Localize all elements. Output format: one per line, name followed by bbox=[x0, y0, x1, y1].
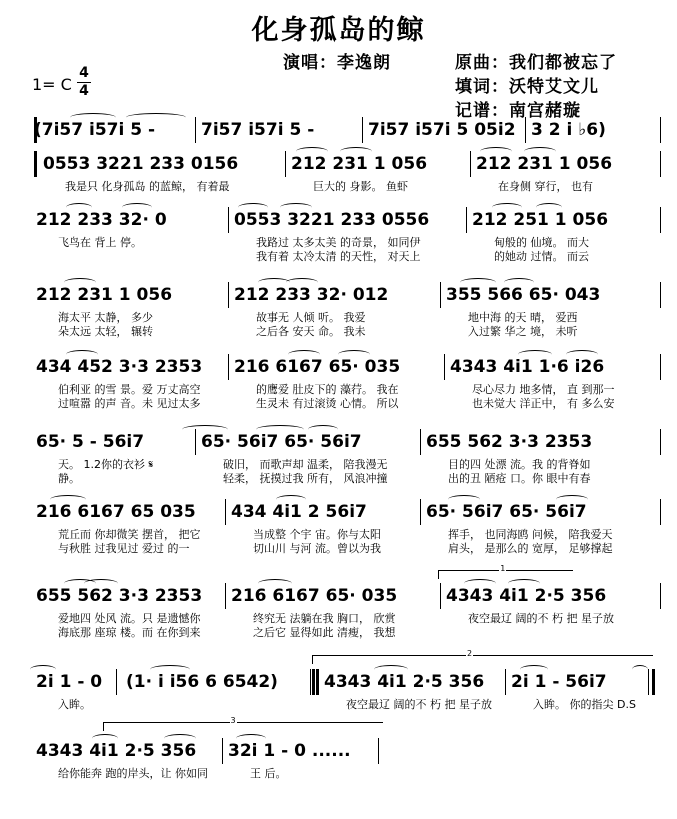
measure-notes: 2i 1 - 0 bbox=[36, 672, 103, 692]
measure-notes: 216 6167 65· 035 bbox=[231, 586, 398, 606]
measure-notes: (7i57 i57i 5 - bbox=[34, 120, 156, 140]
measure-notes: 65· 5 - 56i7 bbox=[36, 432, 145, 452]
measure-notes: 212 233 32· 012 bbox=[234, 285, 389, 305]
lyric-text: 入眸。 bbox=[58, 698, 91, 711]
lyricist-credit: 填词：沃特艾文儿 bbox=[455, 77, 599, 97]
measure-notes: 212 251 1 056 bbox=[472, 210, 609, 230]
slur-mark bbox=[480, 147, 512, 156]
measure-notes: 4343 4i1 1·6 i26 bbox=[450, 357, 605, 377]
lyric-text: 给你能奔 跑的岸头，让 你如同 bbox=[58, 767, 208, 780]
slur-mark bbox=[84, 579, 118, 588]
slur-mark bbox=[374, 665, 408, 674]
slur-mark bbox=[520, 665, 548, 674]
measure-notes: 4343 4i1 2·5 356 bbox=[324, 672, 485, 692]
measure-notes: 2i 1 - 56i7 bbox=[511, 672, 607, 692]
score-row bbox=[0, 116, 677, 144]
barline bbox=[660, 151, 661, 177]
slur-mark bbox=[518, 350, 552, 359]
time-signature bbox=[77, 66, 91, 99]
measure-notes: 0553 3221 233 0556 bbox=[234, 210, 430, 230]
barline bbox=[660, 499, 661, 525]
slur-mark bbox=[182, 425, 228, 434]
slur-mark bbox=[126, 113, 186, 122]
lyric-text: 当成整 个宇 宙。你与太阳 bbox=[253, 528, 381, 541]
slur-mark bbox=[280, 203, 312, 212]
barline bbox=[525, 117, 526, 143]
slur-mark bbox=[92, 734, 118, 743]
barline bbox=[660, 117, 661, 143]
barline bbox=[225, 583, 226, 609]
lyric-text: 我是只 化身孤岛 的蓝鲸， 有着最 bbox=[65, 180, 230, 193]
volta-label: 3 bbox=[230, 716, 236, 725]
lyric-text: 天。 1.2你的衣衫 𝄋 bbox=[58, 458, 154, 471]
measure-notes: 65· 56i7 65· 56i7 bbox=[201, 432, 362, 452]
lyric-text: 故事无 人倾 听。 我爱 bbox=[256, 311, 366, 324]
slur-mark bbox=[524, 147, 556, 156]
slur-mark bbox=[122, 203, 152, 212]
lyric-text: 甸般的 仙境。 而大 bbox=[494, 236, 589, 249]
barline bbox=[440, 583, 441, 609]
barline bbox=[660, 354, 661, 380]
end-barline bbox=[378, 738, 379, 764]
lyric-text: 巨大的 身影。 鱼虾 bbox=[313, 180, 408, 193]
song-title: 化身孤岛的鲸 bbox=[251, 15, 426, 46]
repeat-end-barline bbox=[312, 669, 315, 695]
measure-notes: 4343 4i1 2·5 356 bbox=[446, 586, 607, 606]
slur-mark bbox=[286, 278, 318, 287]
volta-label: 1 bbox=[500, 564, 506, 573]
lyric-text: 夜空最辽 阔的不 朽 把 星子放 bbox=[468, 612, 614, 625]
time-signature-bottom: 4 bbox=[79, 83, 89, 99]
lyric-text: 荒丘而 你却微笑 摆首， 把它 bbox=[58, 528, 201, 541]
lyric-text: 我路过 太多太美 的奇景， 如同伊 bbox=[256, 236, 421, 249]
slur-mark bbox=[66, 350, 98, 359]
measure-notes: 212 233 32· 0 bbox=[36, 210, 167, 230]
slur-mark bbox=[308, 425, 338, 434]
score-row bbox=[0, 206, 677, 263]
score-row bbox=[0, 737, 677, 780]
slur-mark bbox=[338, 350, 370, 359]
measure-notes: 3 2 i ♭6) bbox=[531, 120, 606, 140]
lyric-text: 在身侧 穿行， 也有 bbox=[498, 180, 593, 193]
slur-mark bbox=[276, 495, 306, 504]
lyric-text: 海底那 座琼 楼。而 在你到来 bbox=[58, 626, 201, 639]
volta-bracket bbox=[312, 649, 653, 664]
barline bbox=[470, 151, 471, 177]
measure-notes: 216 6167 65 035 bbox=[36, 502, 196, 522]
slur-mark bbox=[288, 350, 320, 359]
lyric-text: 静。 bbox=[58, 472, 80, 485]
lyric-text: 王 后。 bbox=[250, 767, 287, 780]
slur-mark bbox=[236, 734, 266, 743]
barline bbox=[660, 207, 661, 233]
double-barline bbox=[652, 669, 655, 695]
slur-mark bbox=[258, 579, 292, 588]
slur-mark bbox=[64, 278, 96, 287]
lyric-text: 目的四 处漂 流。我 的背脊如 bbox=[448, 458, 591, 471]
slur-mark bbox=[70, 113, 116, 122]
lyric-text: 切山川 与河 流。曾以为我 bbox=[253, 542, 381, 555]
lyric-text: 爱地四 处风 流。只 是遗憾你 bbox=[58, 612, 201, 625]
barline bbox=[222, 738, 223, 764]
slur-mark bbox=[164, 734, 196, 743]
measure-notes: 65· 56i7 65· 56i7 bbox=[426, 502, 587, 522]
measure-notes: 655 562 3·3 2353 bbox=[36, 586, 203, 606]
lyric-text: 也未觉大 洋正中， 有 多么安 bbox=[472, 397, 615, 410]
slur-mark bbox=[536, 203, 562, 212]
lyric-text: 伯利亚 的雪 景。爱 万丈高空 bbox=[58, 383, 201, 396]
barline bbox=[228, 354, 229, 380]
repeat-barline bbox=[34, 151, 37, 177]
slur-mark bbox=[508, 579, 540, 588]
lyric-text: 入眸。 你的指尖 D.S bbox=[533, 698, 636, 711]
measure-notes: 4343 4i1 2·5 356 bbox=[36, 741, 197, 761]
slur-mark bbox=[492, 203, 522, 212]
barline bbox=[225, 499, 226, 525]
measure-notes: 216 6167 65· 035 bbox=[234, 357, 401, 377]
barline bbox=[660, 583, 661, 609]
lyric-text: 地中海 的天 晴， 爱西 bbox=[468, 311, 578, 324]
measure-notes: 212 231 1 056 bbox=[36, 285, 173, 305]
slur-mark bbox=[50, 495, 86, 504]
lyric-text: 我有着 太冷太清 的天性， 对天上 bbox=[256, 250, 421, 263]
barline bbox=[660, 282, 661, 308]
slur-mark bbox=[30, 665, 56, 674]
barline bbox=[420, 499, 421, 525]
measure-notes: 32i 1 - 0 ...... bbox=[228, 741, 351, 761]
singer-credit: 演唱：李逸朗 bbox=[283, 53, 391, 73]
barline bbox=[440, 282, 441, 308]
time-signature-top: 4 bbox=[79, 65, 89, 81]
repeat-start-barline bbox=[316, 669, 319, 695]
barline bbox=[444, 354, 445, 380]
barline bbox=[466, 207, 467, 233]
barline bbox=[116, 669, 117, 695]
lyric-text: 破旧， 而歌声却 温柔， 陪我漫无 bbox=[223, 458, 388, 471]
measure-notes: 655 562 3·3 2353 bbox=[426, 432, 593, 452]
lyric-text: 终究无 法躺在我 胸口， 欣赏 bbox=[253, 612, 396, 625]
measure-notes: 212 231 1 056 bbox=[476, 154, 613, 174]
slur-mark bbox=[556, 495, 588, 504]
slur-mark bbox=[460, 278, 496, 287]
barline bbox=[362, 117, 363, 143]
score-row bbox=[0, 150, 677, 193]
measure-notes: 355 566 65· 043 bbox=[446, 285, 601, 305]
measure-notes: 212 231 1 056 bbox=[291, 154, 428, 174]
transcriber-credit: 记谱：南宫赭璇 bbox=[455, 101, 581, 121]
lyric-text: 之后它 显得如此 清瘦， 我想 bbox=[253, 626, 396, 639]
barline bbox=[420, 429, 421, 455]
barline bbox=[648, 669, 649, 695]
score-row bbox=[0, 281, 677, 338]
lyric-text: 尽心尽力 地多情， 直 到那一 bbox=[472, 383, 615, 396]
measure-notes: 434 4i1 2 56i7 bbox=[231, 502, 367, 522]
slur-mark bbox=[632, 665, 648, 674]
volta-bracket bbox=[103, 716, 383, 731]
barline bbox=[195, 117, 196, 143]
measure-notes: 434 452 3·3 2353 bbox=[36, 357, 203, 377]
barline bbox=[505, 669, 506, 695]
measure-notes: (1· i i56 6 6542) bbox=[126, 672, 278, 692]
double-barline bbox=[34, 117, 37, 143]
lyric-text: 与秋胜 过我见过 爱过 的一 bbox=[58, 542, 190, 555]
volta-bracket bbox=[438, 564, 573, 579]
measure-notes: 7i57 i57i 5 05i2 bbox=[368, 120, 516, 140]
lyric-text: 过喧嚣 的声 音。未 见过太多 bbox=[58, 397, 201, 410]
lyric-text: 出的丑 陋疮 口。你 眼中有春 bbox=[448, 472, 591, 485]
barline bbox=[310, 669, 311, 695]
score-row bbox=[0, 668, 677, 711]
barline bbox=[285, 151, 286, 177]
slur-mark bbox=[464, 579, 496, 588]
lyric-text: 夜空最辽 阔的不 朽 把 星子放 bbox=[346, 698, 492, 711]
slur-mark bbox=[66, 203, 92, 212]
slur-mark bbox=[340, 147, 372, 156]
score-row bbox=[0, 428, 677, 485]
lyric-text: 的鹰爱 肚皮下的 藻荇。 我在 bbox=[256, 383, 399, 396]
slur-mark bbox=[296, 147, 328, 156]
lyric-text: 入过繁 华之 境， 未听 bbox=[468, 325, 578, 338]
slur-mark bbox=[150, 665, 190, 674]
score-row bbox=[0, 498, 677, 555]
lyric-text: 海太平 太静， 多少 bbox=[58, 311, 153, 324]
lyric-text: 之后各 安天 命。 我未 bbox=[256, 325, 366, 338]
barline bbox=[660, 429, 661, 455]
original-song-credit: 原曲：我们都被忘了 bbox=[455, 53, 617, 73]
barline bbox=[228, 207, 229, 233]
lyric-text: 飞鸟在 背上 停。 bbox=[58, 236, 142, 249]
slur-mark bbox=[238, 203, 268, 212]
measure-notes: 7i57 i57i 5 - bbox=[201, 120, 315, 140]
score-row bbox=[0, 582, 677, 639]
lyric-text: 朵太远 太轻， 辗转 bbox=[58, 325, 153, 338]
slur-mark bbox=[448, 495, 480, 504]
score-row bbox=[0, 353, 677, 410]
slur-mark bbox=[256, 425, 304, 434]
lyric-text: 轻柔， 抚摸过我 所有， 风浪冲撞 bbox=[223, 472, 388, 485]
measure-notes: 0553 3221 233 0156 bbox=[43, 154, 239, 174]
key-signature: 1= C bbox=[32, 75, 72, 94]
barline bbox=[228, 282, 229, 308]
lyric-text: 生灵未 有过滚烫 心情。 所以 bbox=[256, 397, 399, 410]
lyric-text: 的她动 过情。 而云 bbox=[494, 250, 589, 263]
lyric-text: 挥手， 也同海鸥 问候， 陪我爱天 bbox=[448, 528, 613, 541]
slur-mark bbox=[566, 350, 598, 359]
lyric-text: 肩头， 是那么的 宽厚， 足够撑起 bbox=[448, 542, 613, 555]
slur-mark bbox=[504, 278, 534, 287]
volta-label: 2 bbox=[467, 649, 473, 658]
